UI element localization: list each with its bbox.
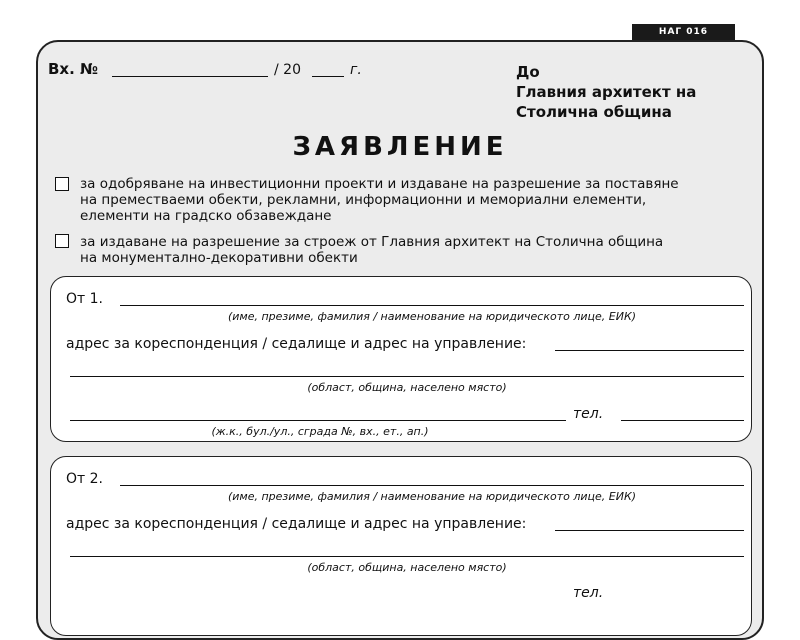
form-code-tag: НАГ 016 xyxy=(632,24,735,41)
applicant-2-name-field[interactable] xyxy=(120,485,744,486)
applicant-1-phone-label: тел. xyxy=(573,406,604,422)
applicant-1-area-hint: (област, община, населено място) xyxy=(307,381,507,394)
form-title: ЗАЯВЛЕНИЕ xyxy=(292,132,508,162)
addressee-block xyxy=(516,62,756,122)
applicant-2-area-field[interactable] xyxy=(70,556,744,557)
applicant-2-address-field[interactable] xyxy=(555,530,744,531)
applicant-1-name-hint: (име, презиме, фамилия / наименование на юридическото лице, ЕИК) xyxy=(227,310,637,323)
applicant-1-box xyxy=(50,276,752,442)
option-2-checkbox[interactable] xyxy=(55,234,69,248)
applicant-2-name-hint: (име, презиме, фамилия / наименование на юридическото лице, ЕИК) xyxy=(227,490,637,503)
applicant-1-address-label: адрес за кореспонденция / седалище и адрес на управление: xyxy=(66,336,527,352)
applicant-1-street-field[interactable] xyxy=(70,420,566,421)
applicant-1-label: От 1. xyxy=(66,291,103,307)
applicant-2-phone-label: тел. xyxy=(573,585,604,601)
applicant-1-street-hint: (ж.к., бул./ул., сграда №, вх., ет., ап.) xyxy=(211,425,429,438)
year-prefix-label: / 20 xyxy=(274,62,301,78)
year-suffix-label: г. xyxy=(350,62,362,78)
applicant-1-area-field[interactable] xyxy=(70,376,744,377)
incoming-number-field[interactable] xyxy=(112,76,268,77)
addressee-line: До xyxy=(516,63,540,81)
applicant-2-area-hint: (област, община, населено място) xyxy=(307,561,507,574)
applicant-2-address-label: адрес за кореспонденция / седалище и адрес на управление: xyxy=(66,516,527,532)
option-1-checkbox[interactable] xyxy=(55,177,69,191)
addressee-line: Столична община xyxy=(516,103,672,121)
applicant-1-name-field[interactable] xyxy=(120,305,744,306)
applicant-2-label: От 2. xyxy=(66,471,103,487)
applicant-1-address-field[interactable] xyxy=(555,350,744,351)
applicant-2-box xyxy=(50,456,752,636)
option-1-text: за одобряване на инвестиционни проекти и издаване на разрешение за поставяне на преместваеми обекти, рекламни, информационни и мемориални елементи, елементи на градско обзавеждане xyxy=(80,176,679,224)
option-2-text: за издаване на разрешение за строеж от Главния архитект на Столична община на монументално-декоративни обекти xyxy=(80,234,664,266)
year-field[interactable] xyxy=(312,76,344,77)
applicant-1-phone-field[interactable] xyxy=(621,420,744,421)
addressee-line: Главния архитект на xyxy=(516,83,697,101)
incoming-number-label: Вх. № xyxy=(48,60,99,78)
